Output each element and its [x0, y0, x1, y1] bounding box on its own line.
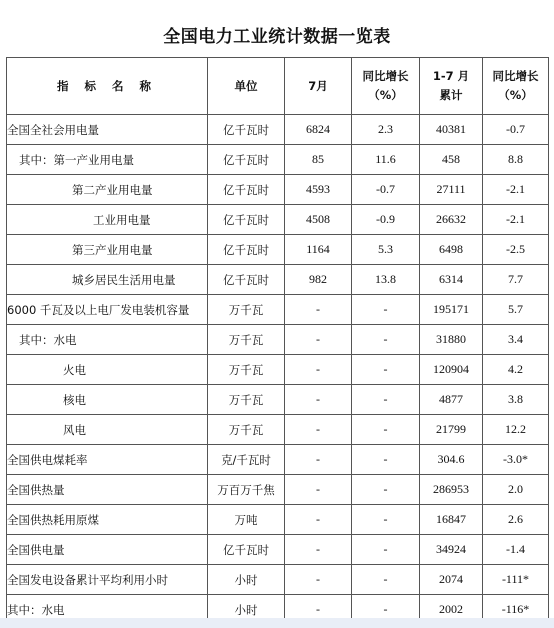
row-month-yoy: 2.3 — [352, 115, 420, 145]
row-cumulative-yoy: -2.1 — [483, 175, 549, 205]
row-cumulative-value: 2002 — [420, 595, 483, 625]
table-row — [7, 145, 549, 175]
row-indicator-name: 其中：第一产业用电量 — [7, 145, 208, 175]
row-indicator-name: 核电 — [7, 385, 208, 415]
row-month-yoy: - — [352, 595, 420, 625]
header-month: 7月 — [285, 58, 352, 115]
table-row — [7, 265, 549, 295]
row-month-yoy: -0.9 — [352, 205, 420, 235]
row-cumulative-value: 34924 — [420, 535, 483, 565]
header-cumulative — [420, 58, 483, 115]
row-month-yoy: - — [352, 415, 420, 445]
row-cumulative-yoy: 2.6 — [483, 505, 549, 535]
row-indicator-name: 全国供电煤耗率 — [7, 445, 208, 475]
row-cumulative-yoy: -3.0* — [483, 445, 549, 475]
row-cumulative-value: 4877 — [420, 385, 483, 415]
header-cumulative-yoy — [483, 58, 549, 115]
row-cumulative-yoy: -0.7 — [483, 115, 549, 145]
row-cumulative-value: 26632 — [420, 205, 483, 235]
row-cumulative-yoy: 12.2 — [483, 415, 549, 445]
row-unit: 万千瓦 — [208, 385, 285, 415]
row-unit: 万千瓦 — [208, 355, 285, 385]
row-month-value: 4508 — [285, 205, 352, 235]
row-month-value: - — [285, 385, 352, 415]
row-month-yoy: - — [352, 475, 420, 505]
table-row — [7, 115, 549, 145]
header-indicator-name: 指 标 名 称 — [7, 58, 208, 115]
row-indicator-name: 风电 — [7, 415, 208, 445]
row-month-value: 1164 — [285, 235, 352, 265]
row-unit: 亿千瓦时 — [208, 115, 285, 145]
row-unit: 万千瓦 — [208, 295, 285, 325]
row-cumulative-yoy: 5.7 — [483, 295, 549, 325]
row-month-yoy: - — [352, 325, 420, 355]
row-month-yoy: - — [352, 385, 420, 415]
bottom-edge-band — [0, 618, 554, 628]
row-unit: 小时 — [208, 565, 285, 595]
row-month-yoy: - — [352, 355, 420, 385]
row-month-value: - — [285, 355, 352, 385]
row-indicator-name: 第三产业用电量 — [7, 235, 208, 265]
row-month-value: 85 — [285, 145, 352, 175]
row-cumulative-value: 120904 — [420, 355, 483, 385]
row-cumulative-value: 458 — [420, 145, 483, 175]
row-unit: 万千瓦 — [208, 415, 285, 445]
table-row — [7, 385, 549, 415]
table-row — [7, 325, 549, 355]
row-cumulative-yoy: -116* — [483, 595, 549, 625]
row-cumulative-yoy: 3.4 — [483, 325, 549, 355]
row-month-yoy: - — [352, 295, 420, 325]
row-month-value: - — [285, 415, 352, 445]
row-cumulative-value: 16847 — [420, 505, 483, 535]
row-cumulative-yoy: 7.7 — [483, 265, 549, 295]
header-unit: 单位 — [208, 58, 285, 115]
row-unit: 亿千瓦时 — [208, 145, 285, 175]
row-indicator-name: 第二产业用电量 — [7, 175, 208, 205]
row-month-yoy: 5.3 — [352, 235, 420, 265]
row-month-yoy: - — [352, 505, 420, 535]
row-month-yoy: - — [352, 445, 420, 475]
row-indicator-name: 全国全社会用电量 — [7, 115, 208, 145]
table-row — [7, 205, 549, 235]
statistics-table — [6, 57, 549, 625]
row-indicator-name: 火电 — [7, 355, 208, 385]
row-cumulative-value: 2074 — [420, 565, 483, 595]
row-cumulative-value: 304.6 — [420, 445, 483, 475]
row-month-value: - — [285, 505, 352, 535]
row-month-yoy: 11.6 — [352, 145, 420, 175]
header-month-yoy-line2: （%） — [368, 88, 403, 102]
row-month-value: 4593 — [285, 175, 352, 205]
row-month-value: - — [285, 295, 352, 325]
row-indicator-name: 全国供电量 — [7, 535, 208, 565]
row-month-yoy: -0.7 — [352, 175, 420, 205]
row-unit: 亿千瓦时 — [208, 235, 285, 265]
row-month-value: - — [285, 535, 352, 565]
row-unit: 万吨 — [208, 505, 285, 535]
row-unit: 亿千瓦时 — [208, 205, 285, 235]
row-cumulative-yoy: -2.5 — [483, 235, 549, 265]
row-month-yoy: - — [352, 535, 420, 565]
row-cumulative-value: 27111 — [420, 175, 483, 205]
row-month-value: - — [285, 475, 352, 505]
row-unit: 万千瓦 — [208, 325, 285, 355]
row-cumulative-value: 6498 — [420, 235, 483, 265]
header-cumulative-line1: 1-7 月 — [432, 69, 470, 83]
row-cumulative-yoy: 4.2 — [483, 355, 549, 385]
row-cumulative-yoy: 8.8 — [483, 145, 549, 175]
row-month-value: 6824 — [285, 115, 352, 145]
table-row — [7, 565, 549, 595]
row-month-yoy: 13.8 — [352, 265, 420, 295]
header-cumulative-yoy-line2: （%） — [498, 88, 533, 102]
table-header-row — [7, 58, 549, 115]
header-month-yoy — [352, 58, 420, 115]
row-unit: 万百万千焦 — [208, 475, 285, 505]
row-cumulative-yoy: 3.8 — [483, 385, 549, 415]
row-indicator-name: 工业用电量 — [7, 205, 208, 235]
table-row — [7, 445, 549, 475]
row-month-value: - — [285, 565, 352, 595]
header-cumulative-yoy-line1: 同比增长 — [492, 69, 539, 83]
row-indicator-name: 6000 千瓦及以上电厂发电装机容量 — [7, 295, 208, 325]
row-month-value: - — [285, 445, 352, 475]
header-cumulative-line2: 累计 — [439, 88, 463, 102]
row-cumulative-value: 6314 — [420, 265, 483, 295]
row-indicator-name: 全国发电设备累计平均利用小时 — [7, 565, 208, 595]
row-cumulative-yoy: -111* — [483, 565, 549, 595]
table-row — [7, 475, 549, 505]
row-month-value: - — [285, 325, 352, 355]
row-unit: 亿千瓦时 — [208, 535, 285, 565]
row-indicator-name: 全国供热耗用原煤 — [7, 505, 208, 535]
row-cumulative-value: 21799 — [420, 415, 483, 445]
row-indicator-name: 其中：水电 — [7, 595, 208, 625]
row-cumulative-value: 195171 — [420, 295, 483, 325]
row-month-value: - — [285, 595, 352, 625]
table-row — [7, 505, 549, 535]
row-cumulative-yoy: -2.1 — [483, 205, 549, 235]
table-row — [7, 355, 549, 385]
row-cumulative-yoy: -1.4 — [483, 535, 549, 565]
row-month-yoy: - — [352, 565, 420, 595]
row-month-value: 982 — [285, 265, 352, 295]
row-indicator-name: 其中：水电 — [7, 325, 208, 355]
header-month-yoy-line1: 同比增长 — [362, 69, 409, 83]
row-cumulative-yoy: 2.0 — [483, 475, 549, 505]
table-row — [7, 175, 549, 205]
row-cumulative-value: 286953 — [420, 475, 483, 505]
page-title: 全国电力工业统计数据一览表 — [163, 27, 391, 47]
row-unit: 克/千瓦时 — [208, 445, 285, 475]
row-unit: 小时 — [208, 595, 285, 625]
table-row — [7, 535, 549, 565]
row-cumulative-value: 31880 — [420, 325, 483, 355]
row-unit: 亿千瓦时 — [208, 175, 285, 205]
table-row — [7, 415, 549, 445]
row-indicator-name: 城乡居民生活用电量 — [7, 265, 208, 295]
row-unit: 亿千瓦时 — [208, 265, 285, 295]
table-row — [7, 295, 549, 325]
table-row — [7, 235, 549, 265]
row-indicator-name: 全国供热量 — [7, 475, 208, 505]
row-cumulative-value: 40381 — [420, 115, 483, 145]
